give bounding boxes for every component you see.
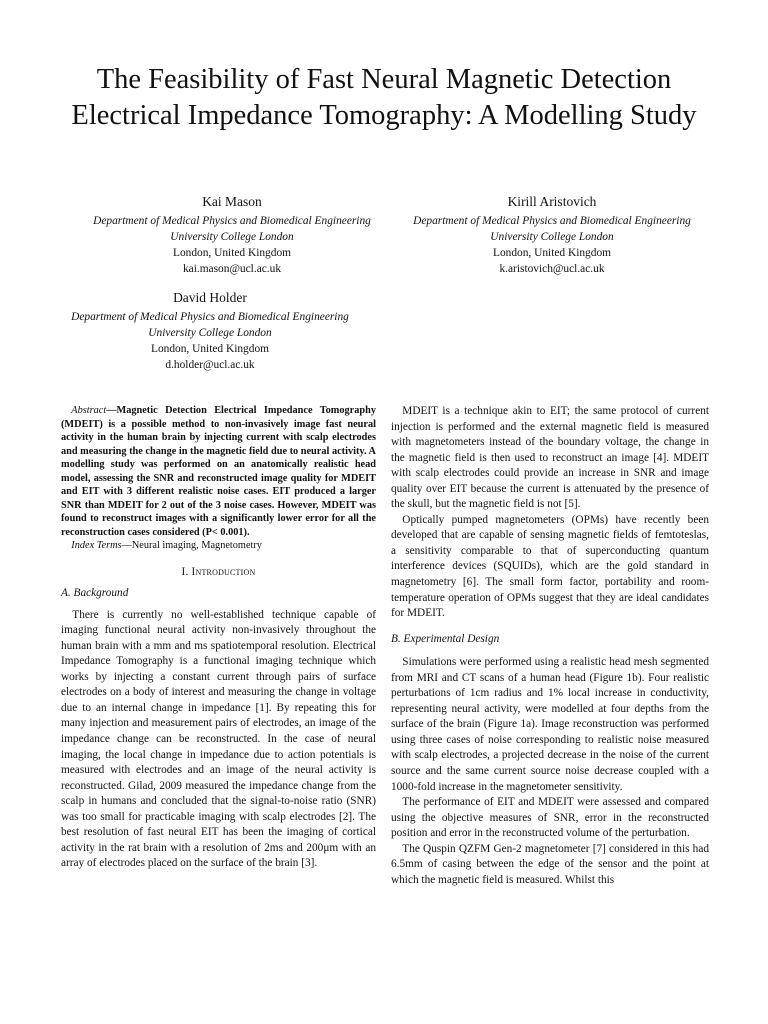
author-institution: University College London: [490, 231, 614, 243]
left-column: [61, 404, 376, 872]
author-institution: University College London: [170, 231, 294, 243]
section-number: I.: [181, 565, 192, 578]
subsection-heading-background: A. Background: [61, 587, 129, 600]
author-block-3: [50, 289, 370, 373]
author-location: London, United Kingdom: [172, 247, 291, 259]
section-title: Introduction: [191, 565, 256, 578]
author-block-1: [50, 193, 414, 277]
author-block-2: [386, 193, 718, 277]
abstract-text: —Magnetic Detection Electrical Impedance Tomography (MDEIT) is a possible method to non-invasively image fast neural activity in the human brain by injecting current with scalp electrodes and measuring the change in the magnetic field due to neural activity. A modelling study was performed on an anatomically realistic head model, assessing the SNR and reconstructed image quality for MDEIT and EIT with 3 different realistic noise cases. EIT produced a larger SNR than MDEIT for 2 out of the 3 noise cases. However, MDEIT was found to reconstruct images with a significantly lower error for all the reconstruction cases considered (P< 0.001).: [61, 405, 376, 538]
author-name: Kai Mason: [202, 194, 262, 209]
abstract: [61, 404, 376, 539]
section-heading: [61, 565, 376, 581]
paragraph-background: There is currently no well-established technique capable of imaging functional neural activity non-invasively throughout the human brain with a mm and ms spatiotemporal resolution. Electrical Impedance Tomography is a functional imaging technique which works by injecting a constant current through pairs of surface electrodes on a body of interest and measuring the change in voltage due to an internal change in impedance [1]. By repeating this for many injection and measurement pairs of electrodes, an image of the impedance change can be reconstructed. In the case of neural imaging, the local change in impedance due to action potentials is measured with electrodes and an image of the neural activity is reconstructed. Gilad, 2009 measured the impedance change from the scalp in humans and concluded that the signal-to-noise ratio (SNR) was too small for practicable imaging with scalp electrodes [2]. The best resolution of fast neural EIT has been the imaging of cortical activity in the rat brain with a resolution of 2ms and 200μm with an array of electrodes placed on the surface of the brain [3].: [61, 608, 376, 870]
author-email: d.holder@ucl.ac.uk: [165, 359, 255, 371]
paragraph-simulations: Simulations were performed using a realistic head mesh segmented from MRI and CT scans of a human head (Figure 1b). Four realistic perturbations of 1cm radius and 1% local increase in conductivity, representing neural activity, were modelled at four depths from the surface of the brain (Figure 1a). Image reconstruction was performed using three cases of noise corresponding to realistic noise measured with scalp electrodes, a projected decrease in the noise of the current source and the same current source noise decrease coupled with a 1000-fold increase in the magnetometer sensitivity.: [391, 656, 709, 793]
author-location: London, United Kingdom: [150, 343, 269, 355]
author-email: k.aristovich@ucl.ac.uk: [499, 263, 605, 275]
index-terms-label: Index Terms: [71, 540, 122, 551]
author-department: Department of Medical Physics and Biomedical Engineering: [413, 215, 691, 227]
paragraph-mdeit: MDEIT is a technique akin to EIT; the same protocol of current injection is performed and the external magnetic field is measured with magnetometers instead of the boundary voltage, the change in the magnetic field is then used to reconstruct an image [4]. MDEIT with scalp electrodes could provide an increase in SNR and image quality over EIT because the current is attenuated by the presence of the skull, but the magnetic field is not [5].: [391, 405, 709, 511]
right-column: [391, 404, 709, 888]
author-name: David Holder: [173, 290, 247, 305]
author-department: Department of Medical Physics and Biomedical Engineering: [93, 215, 371, 227]
paragraph-opm: Optically pumped magnetometers (OPMs) have recently been developed that are capable of sensing magnetic fields of femtoteslas, a sensitivity comparable to that of superconducting quantum interference devices (SQUIDs), which are the gold standard in magnetometry [6]. The small form factor, portability and room-temperature operation of OPMs suggest that they are ideal candidates for MDEIT.: [391, 513, 709, 620]
abstract-label: Abstract: [71, 405, 107, 416]
index-terms: [61, 539, 376, 553]
author-name: Kirill Aristovich: [507, 194, 597, 209]
paragraph-quspin: The Quspin QZFM Gen-2 magnetometer [7] considered in this had 6.5mm of casing between the edge of the sensor and the point at which the magnetic field is measured. Whilst this: [391, 842, 709, 886]
subsection-heading-experimental-design: B. Experimental Design: [391, 632, 500, 645]
paragraph-performance: The performance of EIT and MDEIT were assessed and compared using the objective measures of SNR, error in the reconstructed position and error in the reconstructed volume of the perturbation.: [391, 796, 709, 840]
index-terms-text: —Neural imaging, Magnetometry: [121, 540, 262, 551]
paper-title: The Feasibility of Fast Neural Magnetic Detection Electrical Impedance Tomography: A Modelling Study: [71, 64, 697, 131]
author-department: Department of Medical Physics and Biomedical Engineering: [71, 311, 349, 323]
author-email: kai.mason@ucl.ac.uk: [182, 263, 282, 275]
author-institution: University College London: [148, 327, 272, 339]
author-location: London, United Kingdom: [492, 247, 611, 259]
